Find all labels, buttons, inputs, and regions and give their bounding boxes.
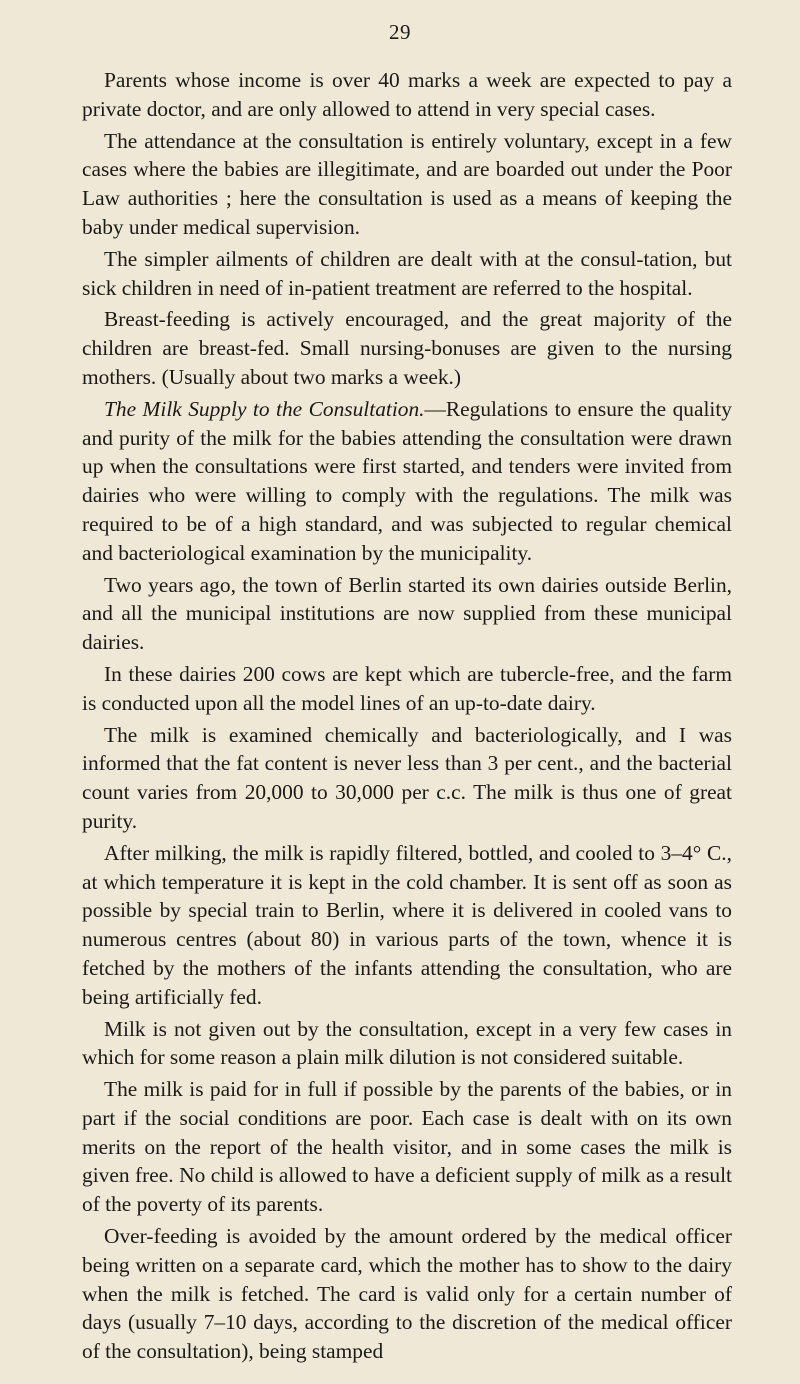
paragraph: Over-feeding is avoided by the amount ordered by the medical officer being written on a separate card, which the mother has to show to the dairy when the milk is fetched. The card is valid only for a certain number of days (usually 7–10 days, according to the discretion of the medical officer of the consultation), being stamped xyxy=(82,1224,732,1364)
section-heading: The Milk Supply to the Consultation. xyxy=(104,396,425,421)
paragraph: The milk is examined chemically and bacteriologically, and I was informed that the fat content is never less than 3 per cent., and the bacterial count varies from 20,000 to 30,000 per c.c. The milk is thus one of great purity. xyxy=(82,722,732,833)
paragraph: In these dairies 200 cows are kept which are tubercle-free, and the farm is conducted upon all the model lines of an up-to-date dairy. xyxy=(82,661,732,715)
paragraph: The attendance at the consultation is entirely voluntary, except in a few cases where the babies are illegitimate, and are boarded out under the Poor Law authorities ; here the consultation is used as a means of keeping the baby under medical supervision. xyxy=(82,128,732,239)
paragraph: Milk is not given out by the consultation, except in a very few cases in which for some reason a plain milk dilution is not considered suitable. xyxy=(82,1016,732,1070)
paragraph: The Milk Supply to the Consultation.—Regulations to ensure the quality and purity of the milk for the babies attending the consultation were drawn up when the consultations were first started, and tenders were invited from dairies who were willing to comply with the regulations. The milk was required to be of a high standard, and was subjected to regular chemical and bacteriological examination by the municipality. xyxy=(82,396,732,565)
paragraph: Parents whose income is over 40 marks a week are expected to pay a private doctor, and are only allowed to attend in very special cases. xyxy=(82,68,732,121)
paragraph: The milk is paid for in full if possible by the parents of the babies, or in part if the social conditions are poor. Each case is dealt with on its own merits on the report of the health visitor, and in some cases the milk is given free. No child is allowed to have a deficient supply of milk as a result of the poverty of its parents. xyxy=(82,1077,732,1217)
paragraph: After milking, the milk is rapidly filtered, bottled, and cooled to 3–4° C., at which temperature it is kept in the cold chamber. It is sent off as soon as possible by special train to Berlin, where it is delivered in cooled vans to numerous centres (about 80) in various parts of the town, whence it is fetched by the mothers of the infants attending the consultation, who are being artificially fed. xyxy=(82,840,732,1009)
paragraph: Breast-feeding is actively encouraged, and the great majority of the children are breast-fed. Small nursing-bonuses are given to the nursing mothers. (Usually about two marks a week.) xyxy=(82,307,732,389)
body-text xyxy=(82,66,732,1369)
paragraph: Two years ago, the town of Berlin started its own dairies outside Berlin, and all the municipal institutions are now supplied from these municipal dairies. xyxy=(82,572,732,655)
paragraph: The simpler ailments of children are dealt with at the consul-tation, but sick children in need of in-patient treatment are referred to the hospital. xyxy=(82,246,732,300)
page-number: 29 xyxy=(389,20,411,44)
